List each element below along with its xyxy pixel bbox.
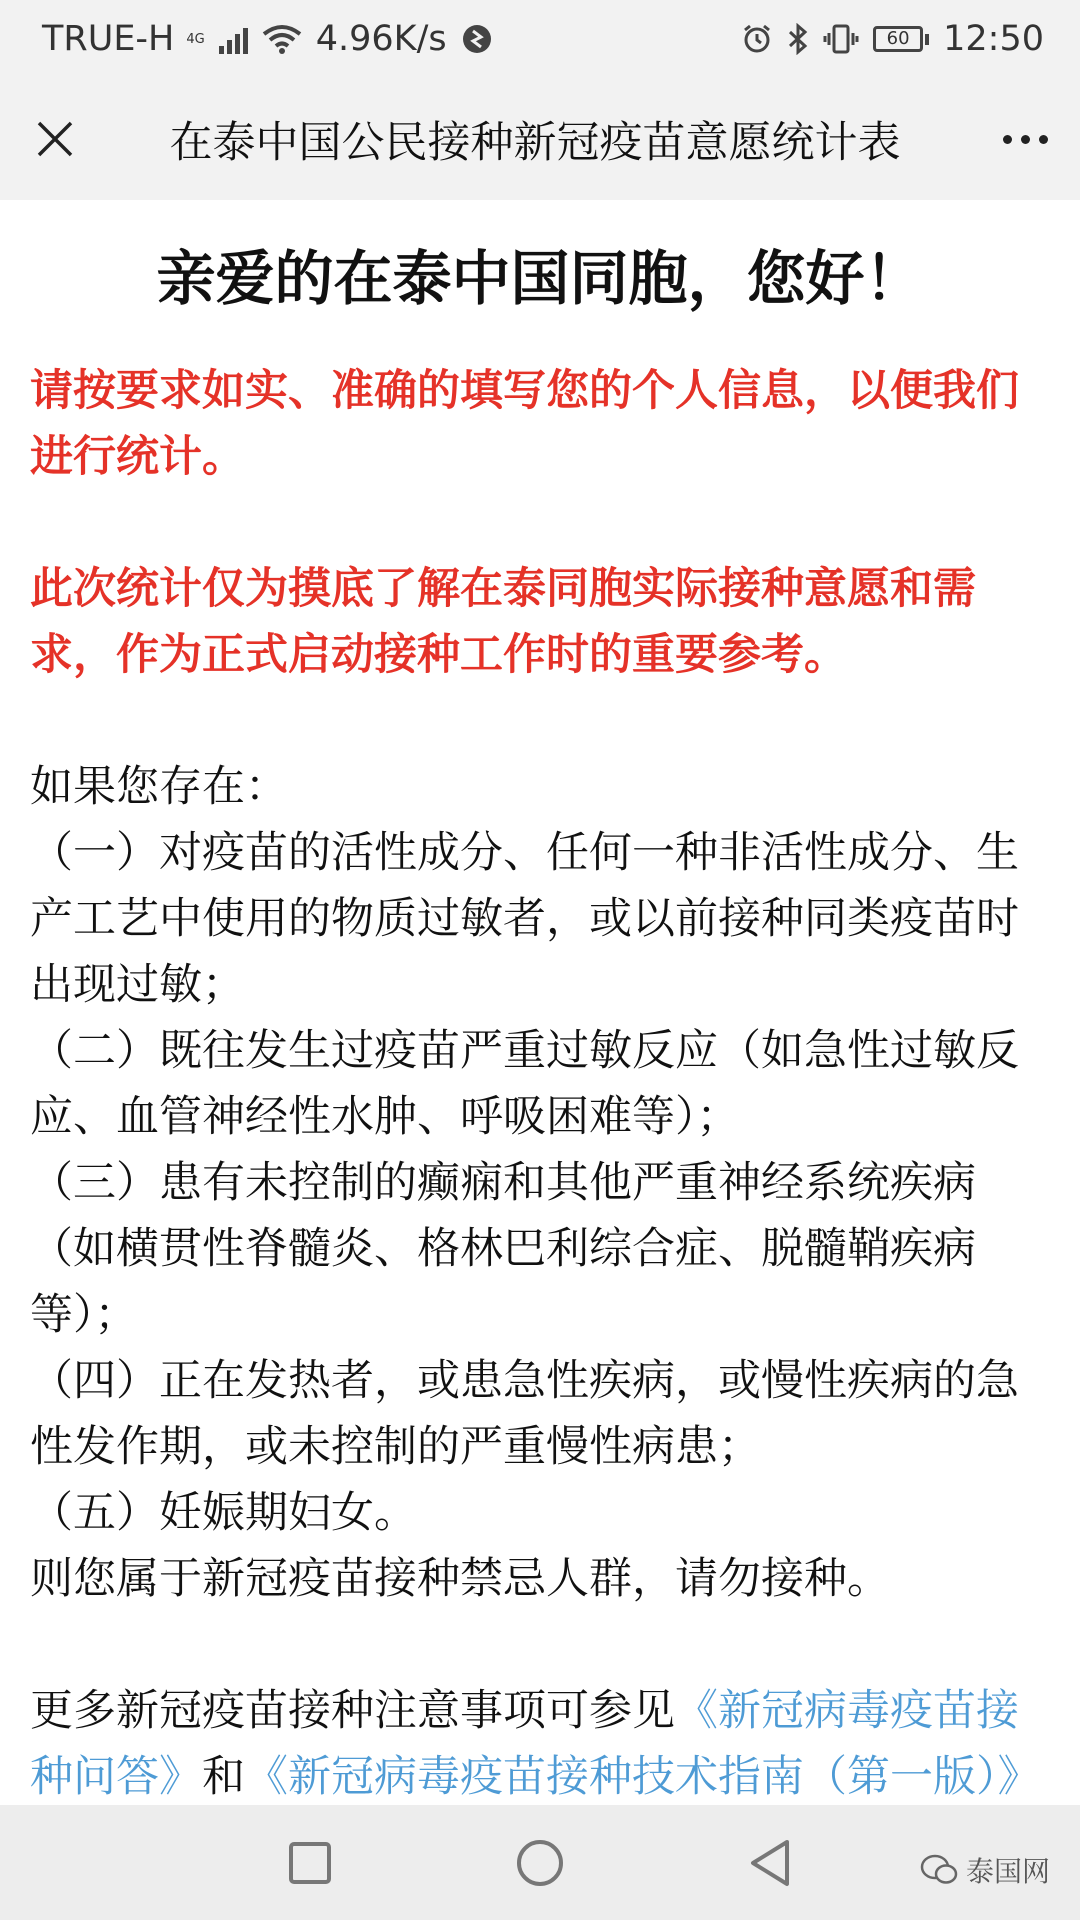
vibrate-icon <box>823 23 859 55</box>
system-nav-bar <box>0 1805 1080 1920</box>
vaccine-guide-link[interactable]: 《新冠病毒疫苗接种技术指南（第一版）》 <box>245 1752 1041 1802</box>
web-content[interactable] <box>0 200 1080 1805</box>
clock: 12:50 <box>943 19 1044 59</box>
network-speed: 4.96K/s <box>315 19 447 59</box>
wechat-icon <box>920 1854 958 1886</box>
conditions-intro: 如果您存在： <box>30 762 288 812</box>
greeting-heading: 亲爱的在泰中国同胞，您好！ <box>156 244 924 313</box>
list-item: （五）妊娠期妇女。 <box>30 1488 417 1538</box>
conclusion-text: 则您属于新冠疫苗接种禁忌人群，请勿接种。 <box>30 1554 890 1604</box>
more-info-prefix: 更多新冠疫苗接种注意事项可参见 <box>30 1686 675 1736</box>
notice-purpose: 此次统计仅为摸底了解在泰同胞实际接种意愿和需求，作为正式启动接种工作时的重要参考。 <box>30 564 976 680</box>
bluetooth-icon <box>787 23 809 55</box>
more-options-button[interactable] <box>970 78 1080 200</box>
page-title: 在泰中国公民接种新冠疫苗意愿统计表 <box>169 117 901 168</box>
conjunction-text: 和 <box>202 1752 245 1802</box>
home-button[interactable] <box>510 1833 570 1893</box>
back-button[interactable] <box>740 1833 800 1893</box>
square-icon <box>287 1840 333 1886</box>
list-item: （一）对疫苗的活性成分、任何一种非活性成分、生产工艺中使用的物质过敏者，或以前接种同类疫苗时出现过敏； <box>30 828 1019 1010</box>
battery-icon: 60 <box>873 26 929 52</box>
network-type: 4G <box>186 31 205 47</box>
alarm-icon <box>741 23 773 55</box>
list-item: （二）既往发生过疫苗严重过敏反应（如急性过敏反应、血管神经性水肿、呼吸困难等）； <box>30 1026 1019 1142</box>
notice-accuracy: 请按要求如实、准确的填写您的个人信息，以便我们进行统计。 <box>30 366 1019 482</box>
close-icon <box>35 119 75 159</box>
more-dot-icon <box>1039 135 1048 144</box>
carrier-name: TRUE-H <box>42 19 175 59</box>
circle-icon <box>515 1838 565 1888</box>
vaccine-qa-link[interactable]: 《新冠病毒疫苗接种问答》 <box>30 1686 1019 1802</box>
watermark <box>920 1850 1050 1890</box>
title-bar <box>0 78 1080 200</box>
triangle-back-icon <box>747 1838 793 1888</box>
watermark-text: 泰国网 <box>965 1855 1050 1888</box>
more-info-paragraph <box>30 1678 1050 1805</box>
more-dot-icon <box>1021 135 1030 144</box>
status-bar <box>0 0 1080 78</box>
close-button[interactable] <box>0 78 110 200</box>
more-dot-icon <box>1003 135 1012 144</box>
app-notification-icon <box>461 23 493 55</box>
recents-button[interactable] <box>280 1833 340 1893</box>
list-item: （四）正在发热者，或患急性疾病，或慢性疾病的急性发作期，或未控制的严重慢性病患； <box>30 1356 1019 1472</box>
contraindication-list <box>30 820 1050 1546</box>
signal-icon <box>219 24 248 54</box>
wifi-icon <box>262 23 302 55</box>
list-item: （三）患有未控制的癫痫和其他严重神经系统疾病（如横贯性脊髓炎、格林巴利综合症、脱髓鞘疾病等）； <box>30 1158 976 1340</box>
